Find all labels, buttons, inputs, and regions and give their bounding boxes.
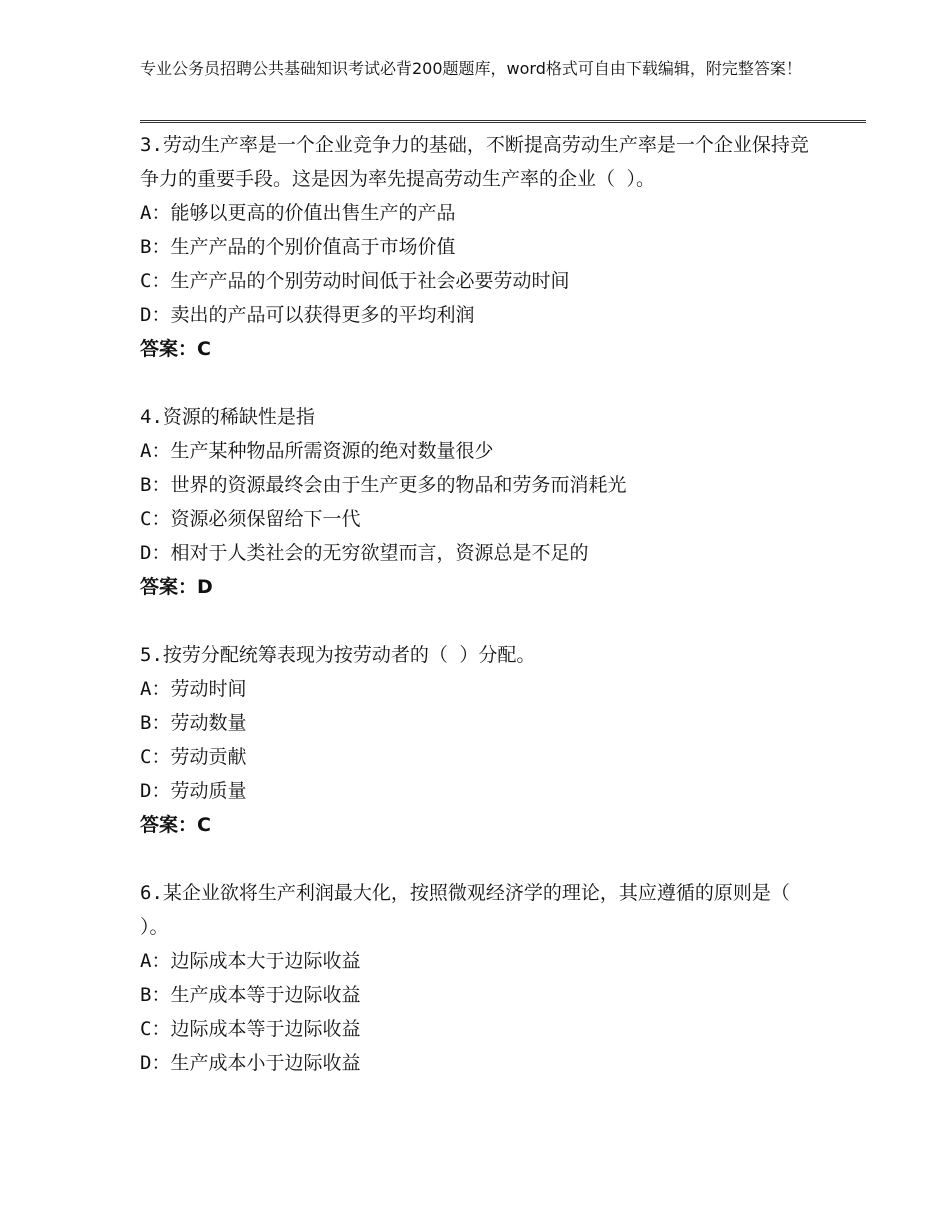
option-a: A：边际成本大于边际收益 bbox=[140, 950, 361, 972]
header-divider bbox=[140, 120, 866, 123]
option-d: D：生产成本小于边际收益 bbox=[140, 1052, 361, 1074]
option-c: C：劳动贡献 bbox=[140, 746, 247, 768]
option-c: C：生产产品的个别劳动时间低于社会必要劳动时间 bbox=[140, 270, 570, 292]
spacer bbox=[140, 604, 820, 638]
question-5 bbox=[140, 638, 820, 842]
answer: 答案：C bbox=[140, 814, 211, 836]
spacer bbox=[140, 366, 820, 400]
option-d: D：卖出的产品可以获得更多的平均利润 bbox=[140, 304, 475, 326]
spacer bbox=[140, 842, 820, 876]
question-stem: 5.按劳分配统筹表现为按劳动者的（ ）分配。 bbox=[140, 644, 536, 666]
question-stem: 4.资源的稀缺性是指 bbox=[140, 406, 315, 428]
option-a: A：生产某种物品所需资源的绝对数量很少 bbox=[140, 440, 494, 462]
question-list bbox=[140, 128, 820, 1080]
option-c: C：边际成本等于边际收益 bbox=[140, 1018, 361, 1040]
option-c: C：资源必须保留给下一代 bbox=[140, 508, 361, 530]
option-a: A：能够以更高的价值出售生产的产品 bbox=[140, 202, 456, 224]
option-b: B：劳动数量 bbox=[140, 712, 247, 734]
option-b: B：生产产品的个别价值高于市场价值 bbox=[140, 236, 456, 258]
option-a: A：劳动时间 bbox=[140, 678, 247, 700]
option-d: D：劳动质量 bbox=[140, 780, 247, 802]
question-3 bbox=[140, 128, 820, 366]
answer: 答案：C bbox=[140, 338, 211, 360]
question-6 bbox=[140, 876, 820, 1080]
option-b: B：世界的资源最终会由于生产更多的物品和劳务而消耗光 bbox=[140, 474, 627, 496]
question-stem: 6.某企业欲将生产利润最大化，按照微观经济学的理论，其应遵循的原则是（ ）。 bbox=[140, 882, 790, 938]
option-b: B：生产成本等于边际收益 bbox=[140, 984, 361, 1006]
answer: 答案：D bbox=[140, 576, 213, 598]
option-d: D：相对于人类社会的无穷欲望而言，资源总是不足的 bbox=[140, 542, 589, 564]
page-header: 专业公务员招聘公共基础知识考试必背200题题库，word格式可自由下载编辑，附完整答案！ bbox=[140, 59, 802, 78]
question-stem: 3.劳动生产率是一个企业竞争力的基础，不断提高劳动生产率是一个企业保持竞争力的重要手段。这是因为率先提高劳动生产率的企业（ ）。 bbox=[140, 134, 809, 190]
question-4 bbox=[140, 400, 820, 604]
